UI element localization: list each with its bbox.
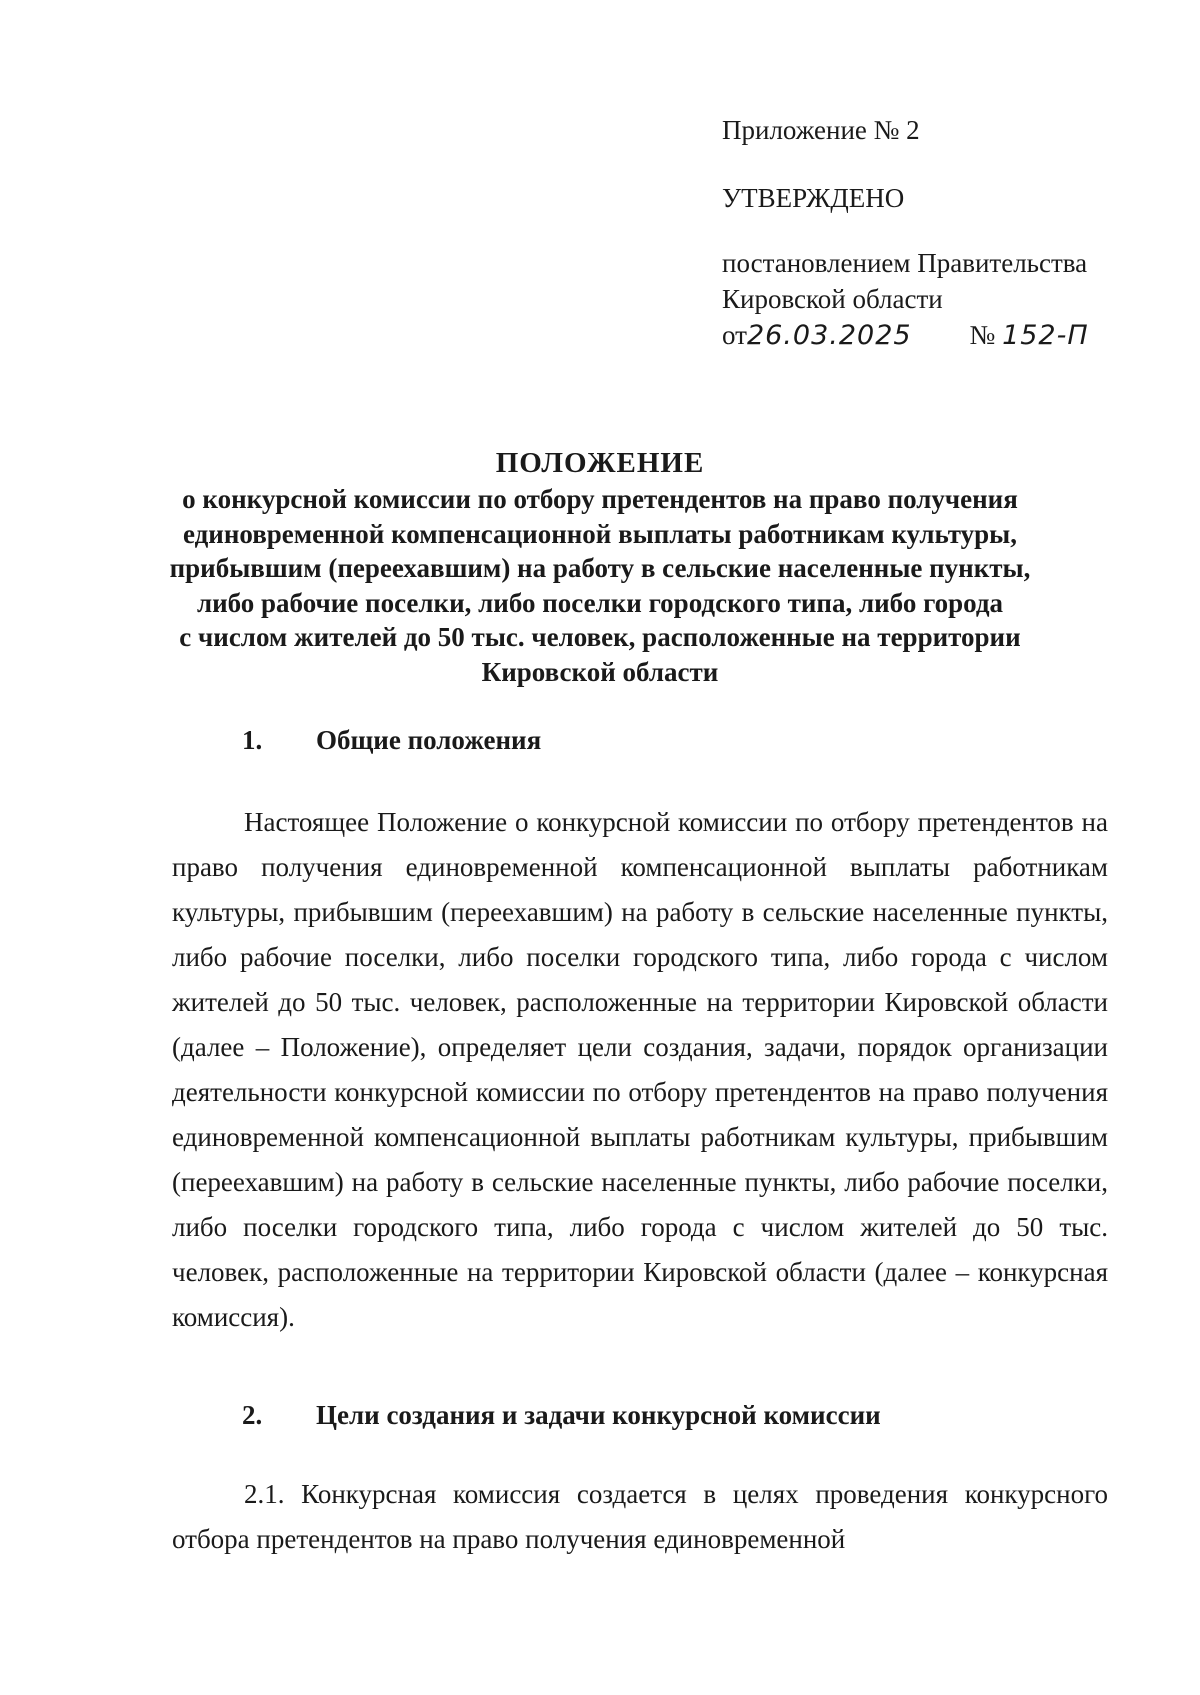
date-prefix: от	[722, 320, 747, 350]
section-number: 1.	[242, 725, 263, 755]
title-main: ПОЛОЖЕНИЕ	[495, 447, 705, 479]
section-title: Цели создания и задачи конкурсной комиссии	[316, 1400, 881, 1430]
title-line: либо рабочие поселки, либо поселки городского типа, либо города	[196, 587, 1004, 618]
section-heading	[242, 722, 541, 758]
section-paragraph: Настоящее Положение о конкурсной комиссии по отбору претендентов на право получения единовременной компенсационной выплаты работникам культуры, прибывшим (переехавшим) на работу в сельские населенные пункты, либо рабочие поселки, либо поселки городского типа, либо города с числом жителей до 50 тыс. человек, расположенные на территории Кировской области (далее – Положение), определяет цели создания, задачи, порядок организации деятельности конкурсной комиссии по отбору претендентов на право получения единовременной компенсационной выплаты работникам культуры, прибывшим (переехавшим) на работу в сельские населенные пункты, либо рабочие поселки, либо поселки городского типа, либо города с числом жителей до 50 тыс. человек, расположенные на территории Кировской области (далее – конкурсная комиссия).	[172, 807, 1108, 1332]
title-line: единовременной компенсационной выплаты работникам культуры,	[182, 518, 1017, 549]
section-heading	[242, 1397, 881, 1433]
title-line: о конкурсной комиссии по отбору претендентов на право получения	[182, 484, 1018, 514]
section-paragraph: 2.1. Конкурсная комиссия создается в целях проведения конкурсного отбора претендентов на право получения единовременной	[172, 1479, 1108, 1554]
decree-date-number-line	[722, 317, 1142, 354]
decree-line-2: Кировской области	[722, 284, 943, 314]
handwritten-date: 26.03.2025	[746, 320, 912, 351]
section-number: 2.	[242, 1400, 263, 1430]
title-line: с числом жителей до 50 тыс. человек, расположенные на территории	[179, 622, 1021, 652]
document-title	[140, 444, 1060, 689]
decree-line-1: постановлением Правительства	[722, 248, 1088, 278]
decree-block	[722, 245, 1142, 354]
handwritten-number: 152-П	[1002, 320, 1089, 351]
appendix-label: Приложение № 2	[722, 115, 920, 145]
section-title: Общие положения	[316, 725, 542, 755]
approved-label: УТВЕРЖДЕНО	[722, 183, 905, 213]
title-line: Кировской области	[481, 656, 719, 687]
title-line: прибывшим (переехавшим) на работу в сельские населенные пункты,	[169, 553, 1031, 583]
number-prefix: №	[969, 320, 996, 350]
